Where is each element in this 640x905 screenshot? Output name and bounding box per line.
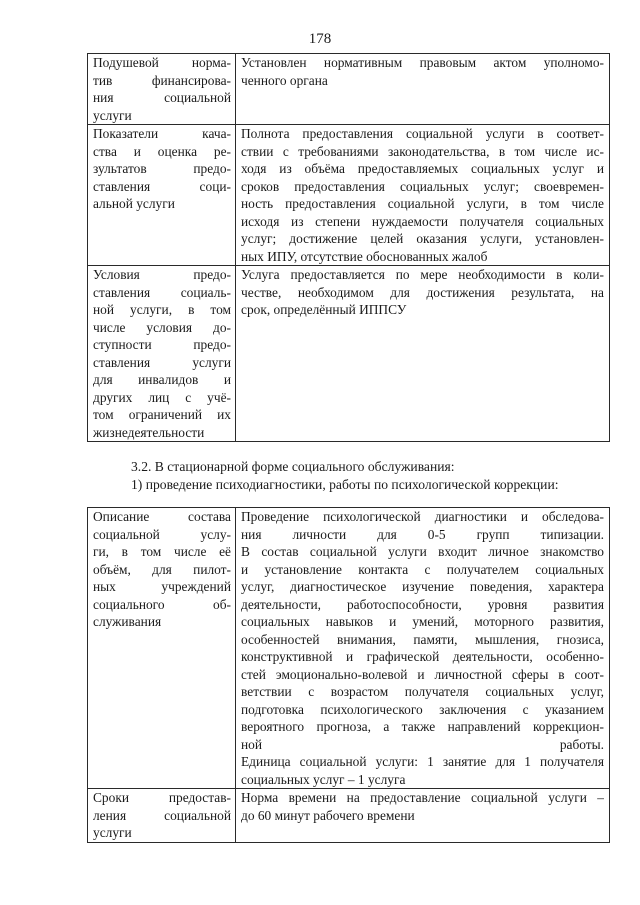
text-line: Проведение психологической диагностики и обследова-: [241, 509, 604, 524]
row-value-cell: [236, 54, 610, 125]
page-number: 178: [308, 31, 332, 47]
text-line: Установлен нормативным правовым актом уполномо-: [241, 55, 604, 70]
text-line: услуги: [93, 825, 132, 840]
table-row: [88, 54, 610, 125]
text-line: объём, для пилот-: [93, 561, 231, 577]
text-line: ги, в том числе её: [93, 544, 231, 559]
text-line: ной услуги, в том: [93, 302, 231, 317]
text-line: ления социальной: [93, 807, 231, 823]
text-line: ния социальной: [93, 90, 231, 105]
section-item: 1) проведение психодиагностики, работы по психологической коррекции:: [131, 477, 559, 492]
text-line: исходя из степени нуждаемости получателя социальных: [241, 213, 604, 229]
text-line: числе условия до-: [93, 319, 231, 335]
text-line: альной услуги: [93, 196, 175, 211]
text-line: Норма времени на предоставление социальной услуги –: [241, 790, 604, 805]
text-line: ченного органа: [241, 72, 328, 88]
text-line: том ограничений их: [93, 407, 231, 422]
text-line: ставления социаль-: [93, 284, 231, 300]
text-line: для инвалидов и: [93, 372, 231, 387]
service-standard-table-1: [87, 53, 610, 442]
text-line: Сроки предостав-: [93, 790, 231, 805]
text-line: ступности предо-: [93, 337, 231, 352]
row-value-cell: [236, 125, 610, 266]
text-line: социального об-: [93, 596, 231, 612]
text-line: Подушевой норма-: [93, 55, 231, 70]
text-line: тив финансирова-: [93, 72, 231, 88]
text-line: услуг; достижение целей оказания услуги, установлен-: [241, 231, 604, 246]
text-line: стей эмоционально-волевой и личностной сферы в соот-: [241, 666, 604, 682]
text-line: Услуга предоставляется по мере необходимости в коли-: [241, 267, 604, 282]
row-label-cell: [88, 508, 236, 789]
text-line: социальных навыков и умений, моторного развития,: [241, 614, 604, 629]
table-row: [88, 266, 610, 442]
text-line: ставления соци-: [93, 178, 231, 194]
text-line: зультатов предо-: [93, 161, 231, 176]
text-line: других лиц с учё-: [93, 389, 231, 405]
row-value-cell: [236, 508, 610, 789]
text-line: подготовка психологического заключения с указанием: [241, 701, 604, 717]
text-line: и установление контакта с получателем социальных: [241, 561, 604, 577]
text-line: Условия предо-: [93, 267, 231, 282]
text-line: Показатели кача-: [93, 126, 231, 141]
text-line: деятельности, работоспособности, уровня развития: [241, 596, 604, 612]
text-line: социальных услуг – 1 услуга: [241, 771, 406, 787]
row-label-cell: [88, 54, 236, 125]
table-row: [88, 125, 610, 266]
text-line: Единица социальной услуги: 1 занятие для 1 получателя: [241, 754, 604, 769]
text-line: ной работы.: [241, 736, 604, 752]
text-line: ствии с требованиями законодательства, в том числе ис-: [241, 143, 604, 159]
text-line: социальной услу-: [93, 526, 231, 542]
text-line: ния личности для 0-5 групп типизации.: [241, 526, 604, 542]
text-line: ветствии с возрастом получателя социальных услуг,: [241, 684, 604, 699]
text-line: ных учреждений: [93, 579, 231, 594]
text-line: услуг, диагностическое изучение поведения, характера: [241, 579, 604, 594]
row-value-cell: [236, 789, 610, 843]
table-row: [88, 789, 610, 843]
text-line: ставления услуги: [93, 354, 231, 370]
text-line: ность предоставления социальной услуги, в том числе: [241, 196, 604, 211]
row-label-cell: [88, 266, 236, 442]
text-line: срок, определённый ИППСУ: [241, 302, 407, 317]
text-line: ходя из объёма предоставляемых социальных услуг и: [241, 161, 604, 176]
text-line: жизнедеятельности: [93, 424, 205, 440]
text-line: служивания: [93, 614, 162, 629]
service-standard-table-2: [87, 507, 610, 843]
text-line: до 60 минут рабочего времени: [241, 807, 415, 823]
section-heading: 3.2. В стационарной форме социального обслуживания:: [131, 459, 455, 474]
text-line: честве, необходимом для достижения результата, на: [241, 284, 604, 300]
text-line: особенностей внимания, памяти, мышления, гнозиса,: [241, 631, 604, 647]
row-label-cell: [88, 125, 236, 266]
text-line: Описание состава: [93, 509, 231, 524]
text-line: конструктивной и графической деятельности, особенно-: [241, 649, 604, 664]
text-line: ства и оценка ре-: [93, 143, 231, 159]
text-line: вероятного прогноза, а также направлений коррекцион-: [241, 719, 604, 734]
text-line: Полнота предоставления социальной услуги в соответ-: [241, 126, 604, 141]
text-line: ных ИПУ, отсутствие обоснованных жалоб: [241, 248, 488, 264]
row-label-cell: [88, 789, 236, 843]
table-row: [88, 508, 610, 789]
row-value-cell: [236, 266, 610, 442]
text-line: В состав социальной услуги входит личное знакомство: [241, 544, 604, 559]
text-line: услуги: [93, 107, 132, 123]
text-line: сроков предоставления социальных услуг; своевремен-: [241, 178, 604, 194]
